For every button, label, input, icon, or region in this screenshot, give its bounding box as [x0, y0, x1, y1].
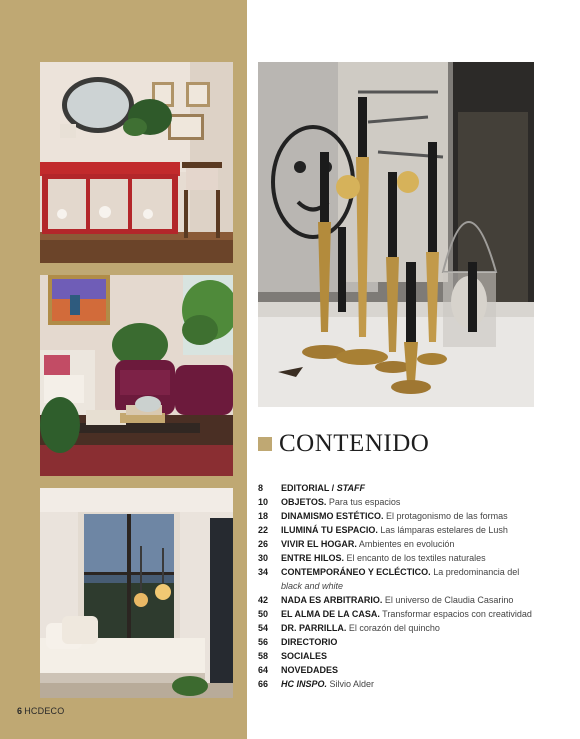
- toc-description: La predominancia del: [430, 567, 520, 577]
- toc-description: Silvio Alder: [327, 679, 375, 689]
- toc-section: ILUMINÁ TU ESPACIO.: [281, 525, 378, 535]
- toc-description: Para tus espacios: [326, 497, 401, 507]
- toc-section: CONTEMPORÁNEO Y ECLÉCTICO.: [281, 567, 431, 577]
- toc-description-italic: black and white: [281, 581, 344, 591]
- toc-description: El encanto de los textiles naturales: [344, 553, 486, 563]
- toc-section: NOVEDADES: [281, 665, 339, 675]
- toc-entry[interactable]: [258, 621, 558, 635]
- toc-entry[interactable]: [258, 649, 558, 663]
- table-of-contents: [258, 481, 558, 691]
- toc-page-number: 50: [258, 609, 269, 619]
- footer-brand: HCDECO: [24, 706, 65, 716]
- toc-entry[interactable]: [258, 551, 558, 565]
- toc-section: ENTRE HILOS.: [281, 553, 345, 563]
- toc-entry[interactable]: [258, 677, 558, 691]
- toc-page-number: 42: [258, 595, 269, 605]
- toc-section: NADA ES ARBITRARIO.: [281, 595, 383, 605]
- toc-description: El protagonismo de las formas: [383, 511, 508, 521]
- page-number: 6: [17, 706, 23, 716]
- toc-section: VIVIR EL HOGAR.: [281, 539, 357, 549]
- toc-page-number: 58: [258, 651, 269, 661]
- toc-description: El universo de Claudia Casarino: [382, 595, 514, 605]
- toc-entry[interactable]: [258, 565, 558, 593]
- toc-section: DINAMISMO ESTÉTICO.: [281, 511, 384, 521]
- photo-candlesticks: [258, 62, 534, 407]
- toc-section-italic: STAFF: [336, 483, 366, 493]
- toc-page-number: 10: [258, 497, 269, 507]
- photo-purple-armchairs-living-room: [40, 275, 233, 476]
- toc-section: SOCIALES: [281, 651, 328, 661]
- toc-page-number: 22: [258, 525, 269, 535]
- toc-entry[interactable]: [258, 635, 558, 649]
- toc-entry[interactable]: [258, 495, 558, 509]
- toc-entry[interactable]: [258, 537, 558, 551]
- toc-page-number: 34: [258, 567, 269, 577]
- toc-page-number: 54: [258, 623, 269, 633]
- contents-heading: [258, 430, 429, 458]
- toc-section: OBJETOS.: [281, 497, 327, 507]
- toc-page-number: 30: [258, 553, 269, 563]
- toc-description: Las lámparas estelares de Lush: [377, 525, 508, 535]
- toc-page-number: 56: [258, 637, 269, 647]
- toc-entry[interactable]: [258, 523, 558, 537]
- page-footer: [17, 706, 64, 716]
- toc-section-italic: HC INSPO.: [281, 679, 328, 689]
- photo-window-daybed: [40, 488, 233, 698]
- toc-entry[interactable]: [258, 607, 558, 621]
- contents-title: CONTENIDO: [279, 430, 430, 457]
- toc-entry[interactable]: [258, 663, 558, 677]
- toc-description: Transformar espacios con creatividad: [379, 609, 532, 619]
- toc-entry[interactable]: [258, 593, 558, 607]
- toc-page-number: 64: [258, 665, 269, 675]
- toc-entry[interactable]: [258, 509, 558, 523]
- toc-section: EL ALMA DE LA CASA.: [281, 609, 380, 619]
- toc-description: Ambientes en evolución: [356, 539, 455, 549]
- toc-section: DIRECTORIO: [281, 637, 338, 647]
- toc-section: EDITORIAL /: [281, 483, 337, 493]
- toc-page-number: 66: [258, 679, 269, 689]
- photo-red-cabinet-room: [40, 62, 233, 263]
- toc-section: DR. PARRILLA.: [281, 623, 347, 633]
- toc-description: El corazón del quincho: [346, 623, 440, 633]
- toc-entry[interactable]: [258, 481, 558, 495]
- toc-page-number: 8: [258, 483, 264, 493]
- heading-accent-square: [258, 437, 272, 451]
- toc-page-number: 18: [258, 511, 269, 521]
- toc-page-number: 26: [258, 539, 269, 549]
